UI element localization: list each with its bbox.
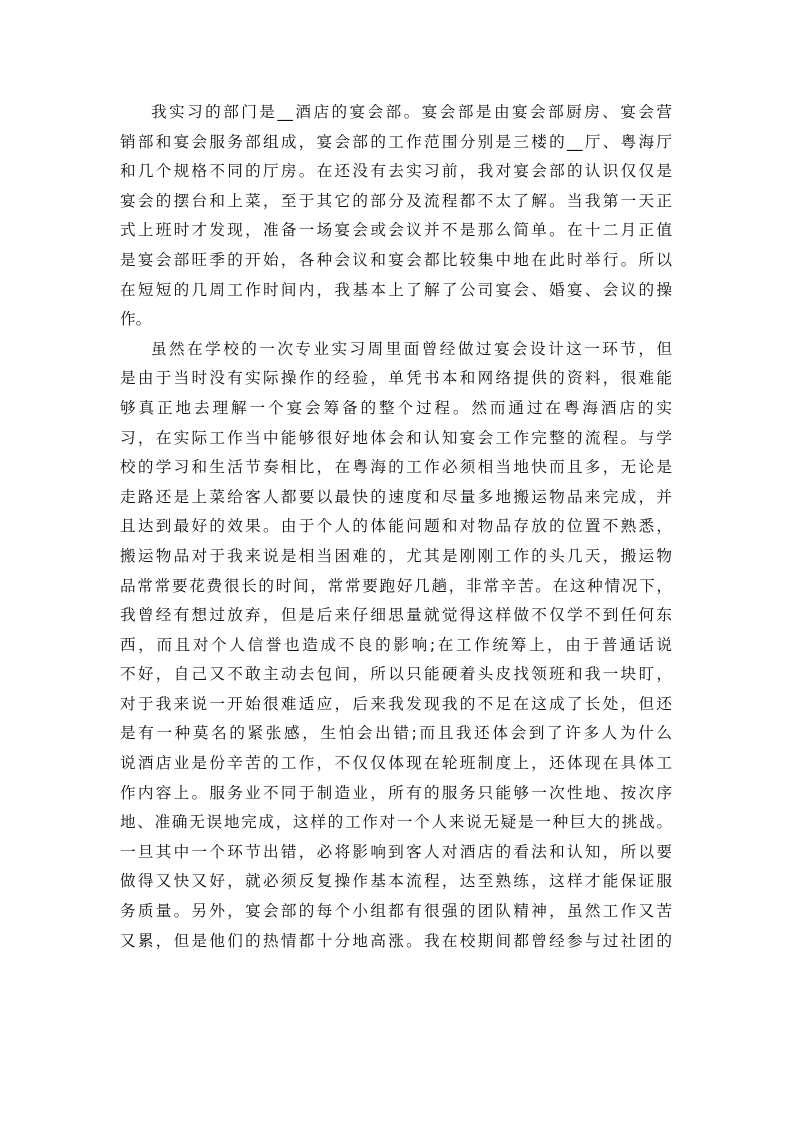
text-line: 做得又快又好，就必须反复操作基本流程，达至熟练，这样才能保证服	[120, 872, 672, 891]
text-line: 宴会的摆台和上菜，至于其它的部分及流程都不太了解。当我第一天正	[120, 191, 672, 210]
text-line: 对于我来说一开始很难适应，后来我发现我的不足在这成了长处，但还	[120, 694, 672, 713]
text-line: 是由于当时没有实际操作的经验，单凭书本和网络提供的资料，很难能	[120, 369, 672, 388]
text-line: 地、准确无误地完成，这样的工作对一个人来说无疑是一种巨大的挑战。	[120, 813, 672, 832]
text-line: 够真正地去理解一个宴会筹备的整个过程。然而通过在粤海酒店的实	[120, 398, 672, 417]
text-line: 习，在实际工作当中能够很好地体会和认知宴会工作完整的流程。与学	[120, 428, 672, 447]
text-line: 我曾经有想过放弃，但是后来仔细思量就觉得这样做不仅学不到任何东	[120, 606, 672, 625]
text-line: 是宴会部旺季的开始，各种会议和宴会都比较集中地在此时举行。所以	[120, 250, 672, 269]
text-line: 作。	[120, 310, 152, 329]
text-line: 我实习的部门是__酒店的宴会部。宴会部是由宴会部厨房、宴会营	[151, 103, 672, 121]
document-page	[120, 98, 672, 956]
text-line: 走路还是上菜给客人都要以最快的速度和尽量多地搬运物品来完成，并	[120, 487, 672, 506]
text-line: 一旦其中一个环节出错，必将影响到客人对酒店的看法和认知，所以要	[120, 842, 672, 861]
paragraph-1	[120, 98, 672, 335]
text-line: 作内容上。服务业不同于制造业，所有的服务只能够一次性地、按次序	[120, 783, 672, 802]
text-line: 虽然在学校的一次专业实习周里面曾经做过宴会设计这一环节，但	[151, 339, 672, 358]
text-line: 品常常要花费很长的时间，常常要跑好几趟，非常辛苦。在这种情况下，	[120, 576, 672, 595]
text-line: 销部和宴会服务部组成，宴会部的工作范围分别是三楼的__厅、粤海厅	[120, 132, 672, 151]
text-line: 式上班时才发现，准备一场宴会或会议并不是那么简单。在十二月正值	[120, 221, 672, 240]
text-line: 务质量。另外，宴会部的每个小组都有很强的团队精神，虽然工作又苦	[120, 902, 672, 921]
text-line: 说酒店业是份辛苦的工作，不仅仅体现在轮班制度上，还体现在具体工	[120, 754, 672, 773]
text-line: 且达到最好的效果。由于个人的体能问题和对物品存放的位置不熟悉，	[120, 517, 672, 536]
text-line: 又累，但是他们的热情都十分地高涨。我在校期间都曾经参与过社团的	[120, 931, 672, 950]
text-line: 在短短的几周工作时间内，我基本上了解了公司宴会、婚宴、会议的操	[120, 280, 672, 299]
paragraph-2	[120, 335, 672, 956]
text-line: 不好，自己又不敢主动去包间，所以只能硬着头皮找领班和我一块盯，	[120, 665, 672, 684]
text-line: 西，而且对个人信誉也造成不良的影响;在工作统筹上，由于普通话说	[120, 635, 672, 654]
text-line: 校的学习和生活节奏相比，在粤海的工作必须相当地快而且多，无论是	[120, 458, 672, 477]
text-line: 搬运物品对于我来说是相当困难的，尤其是刚刚工作的头几天，搬运物	[120, 546, 672, 565]
text-line: 是有一种莫名的紧张感，生怕会出错;而且我还体会到了许多人为什么	[120, 724, 672, 743]
text-line: 和几个规格不同的厅房。在还没有去实习前，我对宴会部的认识仅仅是	[120, 162, 672, 181]
